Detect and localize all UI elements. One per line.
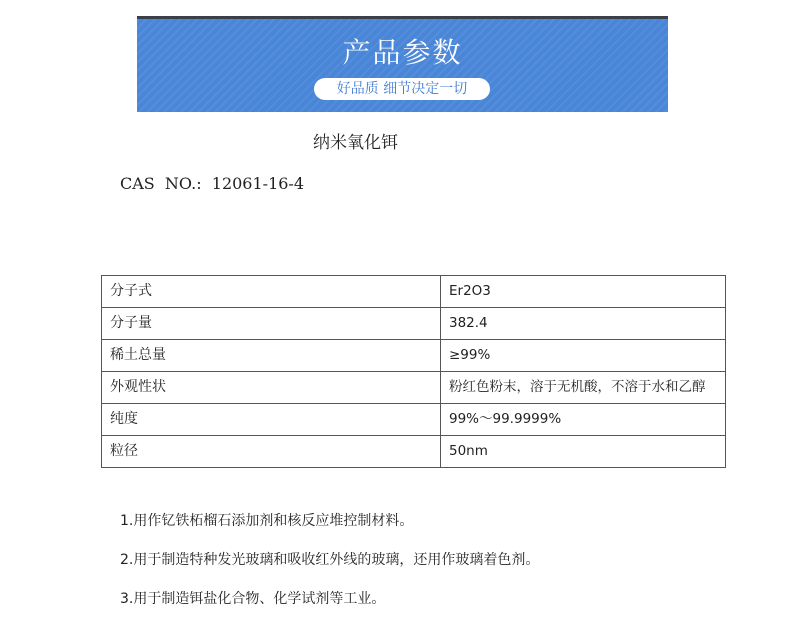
param-key: 外观性状 [102,372,441,404]
param-key: 分子量 [102,308,441,340]
param-key: 粒径 [102,436,441,468]
table-row [102,372,726,404]
param-value: 99%～99.9999% [441,404,726,436]
param-value: Er2O3 [441,276,726,308]
table-row [102,436,726,468]
param-value: 382.4 [441,308,726,340]
table-row [102,276,726,308]
param-value: 粉红色粉末，溶于无机酸，不溶于水和乙醇 [441,372,726,404]
banner-subtitle-pill: 好品质 细节决定一切 [314,78,490,100]
cas-number: CAS NO.: 12061-16-4 [120,174,305,193]
usage-note: 1.用作钇铁柘榴石添加剂和核反应堆控制材料。 [120,513,414,529]
parameters-table [101,275,726,468]
param-key: 分子式 [102,276,441,308]
usage-notes [120,510,740,627]
param-key: 稀土总量 [102,340,441,372]
param-key: 纯度 [102,404,441,436]
table-row [102,308,726,340]
usage-note: 3.用于制造铒盐化合物、化学试剂等工业。 [120,591,386,607]
usage-note: 2.用于制造特种发光玻璃和吸收红外线的玻璃，还用作玻璃着色剂。 [120,552,540,568]
header-banner [137,16,668,112]
param-value: ≥99% [441,340,726,372]
banner-title: 产品参数 [342,36,463,69]
param-value: 50nm [441,436,726,468]
product-name: 纳米氧化铒 [313,133,398,153]
table-row [102,404,726,436]
table-row [102,340,726,372]
